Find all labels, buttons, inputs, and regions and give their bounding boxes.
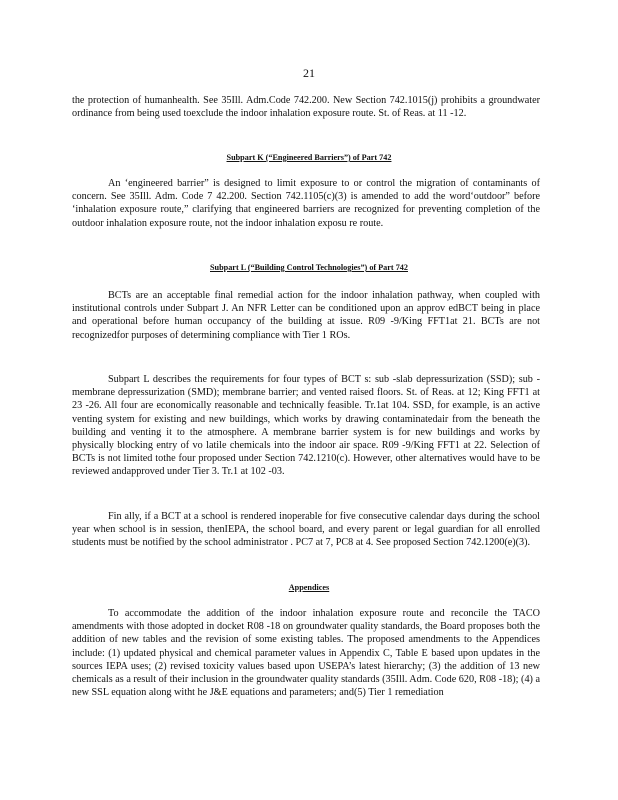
heading-subpart-l-text: Subpart L (“Building Control Technologies”) of Part 742: [210, 263, 408, 272]
paragraph-subpart-l-describes: Subpart L describes the requirements for four types of BCT s: sub -slab depressurization (SSD); sub -membrane depressurization (SMD); membrane barrier; and vented raised floors. St. of Reas. at 12; King FFT1 at 23 -26. All four are economically reasonable and technically feasible. Tr.1at 104. SSD, for example, is an active venting system for existing and new buildings, which works by drawing contaminatedair from the beneath the building and venting it to the atmosphere. A membrane barrier system is for new buildings and works by physically blocking entry of vo latile chemicals into the indoor air space. R09 -9/King FFT1 at 22. Selection of BCTs is not limited tothe four proposed under Section 742.1210(c). However, other alternatives would have to be reviewed andapproved under Tier 3. Tr.1 at 102 -03.: [72, 374, 540, 478]
heading-subpart-k: [0, 153, 618, 162]
heading-appendices: [0, 583, 618, 592]
heading-appendices-text: Appendices: [288, 583, 330, 592]
paragraph-appendices: To accommodate the addition of the indoor inhalation exposure route and reconcile the TACO amendments with those adopted in docket R08 -18 on groundwater quality standards, the Board proposes both the addition of new tables and the revision of some existing tables. The proposed amendments to the Appendices include: (1) updated physical and chemical parameter values in Appendix C, Table E based upon updates in the sources IEPA uses; (2) revised toxicity values based upon USEPA’s latest hierarchy; (3) the addition of 13 new chemicals as a result of their inclusion in the groundwater quality standards (35Ill. Adm. Code 620, R08 -18); (4) a new SSL equation along witht he J&E equations and parameters; and(5) Tier 1 remediation: [72, 608, 540, 699]
paragraph-school-bct: Fin ally, if a BCT at a school is rendered inoperable for five consecutive calendar days during the school year when school is in session, thenIEPA, the school board, and every parent or legal guardian for all enrolled students must be notified by the school administrator . PC7 at 7, PC8 at 4. See proposed Section 742.1200(e)(3).: [72, 511, 540, 549]
heading-subpart-l: [0, 263, 618, 272]
paragraph-engineered-barrier: An ‘engineered barrier” is designed to limit exposure to or control the migration of contaminants of concern. See 35Ill. Adm. Code 7 42.200. Section 742.1105(c)(3) is amended to add the word‘outdoor” before ‘inhalation exposure route,” clarifying that engineered barriers are recognized for preventing completion of the outdoor inhalation exposure route, not the indoor inhalation exposu re route.: [72, 178, 540, 229]
page-number: 21: [303, 66, 315, 80]
heading-subpart-k-text: Subpart K (“Engineered Barriers”) of Part 742: [226, 153, 392, 162]
paragraph-bcts: BCTs are an acceptable final remedial action for the indoor inhalation pathway, when coupled with institutional controls under Subpart J. An NFR Letter can be conditioned upon an approv edBCT being in place and operational before human occupancy of the building at issue. R09 -9/King FFT1at 21. BCTs are not recognizedfor purposes of determining compliance with Tier 1 ROs.: [72, 290, 540, 341]
paragraph-groundwater-ordinance: the protection of humanhealth. See 35Ill. Adm.Code 742.200. New Section 742.1015(j) prohibits a groundwater ordinance from being used toexclude the indoor inhalation exposure route. St. of Reas. at 11 -12.: [72, 95, 540, 120]
